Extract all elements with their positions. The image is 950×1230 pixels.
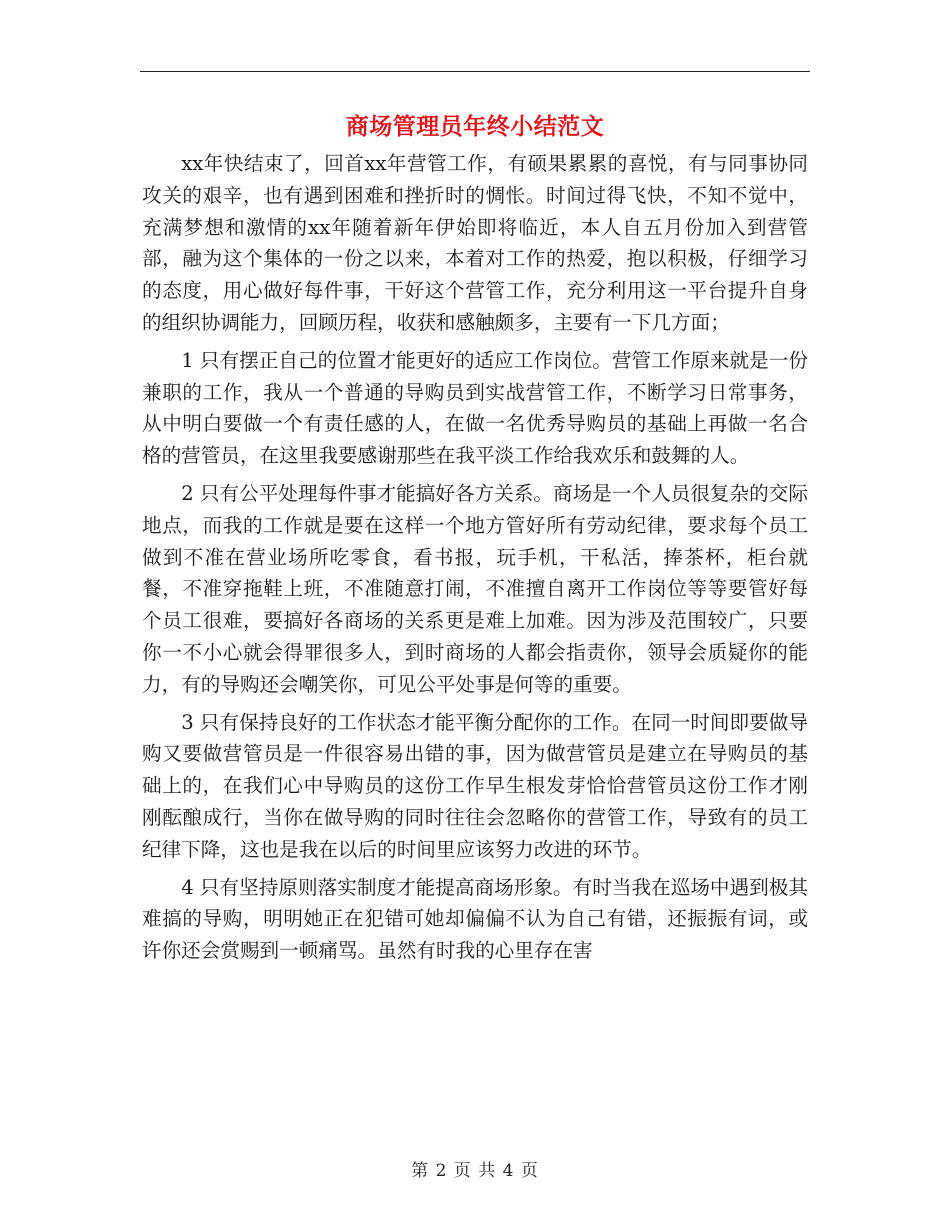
paragraph-point-3: 3 只有保持良好的工作状态才能平衡分配你的工作。在同一时间即要做导购又要做营管员是一件很容易出错的事，因为做营管员是建立在导购员的基础上的，在我们心中导购员的这份工作早生根发芽恰恰营管员这份工作才刚刚酝酿成行，当你在做导购的同时往往会忽略你的营管工作，导致有的员工纪律下降，这也是我在以后的时间里应该努力改进的环节。 [142,710,808,861]
paragraph-point-1: 1 只有摆正自己的位置才能更好的适应工作岗位。营管工作原来就是一份兼职的工作，我从一个普通的导购员到实战营管工作，不断学习日常事务，从中明白要做一个有责任感的人，在做一名优秀导购员的基础上再做一名合格的营管员，在这里我要感谢那些在我平淡工作给我欢乐和鼓舞的人。 [142,348,808,468]
paragraph-intro: xx年快结束了，回首xx年营管工作，有硕果累累的喜悦，有与同事协同攻关的艰辛，也有遇到困难和挫折时的惆怅。时间过得飞快，不知不觉中，充满梦想和激情的xx年随着新年伊始即将临近，本人自五月份加入到营管部，融为这个集体的一份之以来，本着对工作的热爱，抱以积极，仔细学习的态度，用心做好每件事，干好这个营管工作，充分利用这一平台提升自身的组织协调能力，回顾历程，收获和感触颇多，主要有一下几方面； [142,152,808,334]
header-divider [140,71,810,72]
paragraph-point-2: 2 只有公平处理每件事才能搞好各方关系。商场是一个人员很复杂的交际地点，而我的工作就是要在这样一个地方管好所有劳动纪律，要求每个员工做到不准在营业场所吃零食，看书报，玩手机，干私活，捧茶杯，柜台就餐，不准穿拖鞋上班，不准随意打闹，不准擅自离开工作岗位等等要管好每个员工很难，要搞好各商场的关系更是难上加难。因为涉及范围较广，只要你一不小心就会得罪很多人，到时商场的人都会指责你，领导会质疑你的能力，有的导购还会嘲笑你，可见公平处事是何等的重要。 [142,481,808,696]
paragraph-point-4: 4 只有坚持原则落实制度才能提高商场形象。有时当我在巡场中遇到极其难搞的导购，明明她正在犯错可她却偏偏不认为自己有错，还振振有词，或许你还会赏赐到一顿痛骂。虽然有时我的心里存在害 [142,875,808,963]
page-number-footer: 第 2 页 共 4 页 [411,1161,539,1181]
document-body [142,148,808,973]
page-title: 商场管理员年终小结范文 [345,114,605,140]
